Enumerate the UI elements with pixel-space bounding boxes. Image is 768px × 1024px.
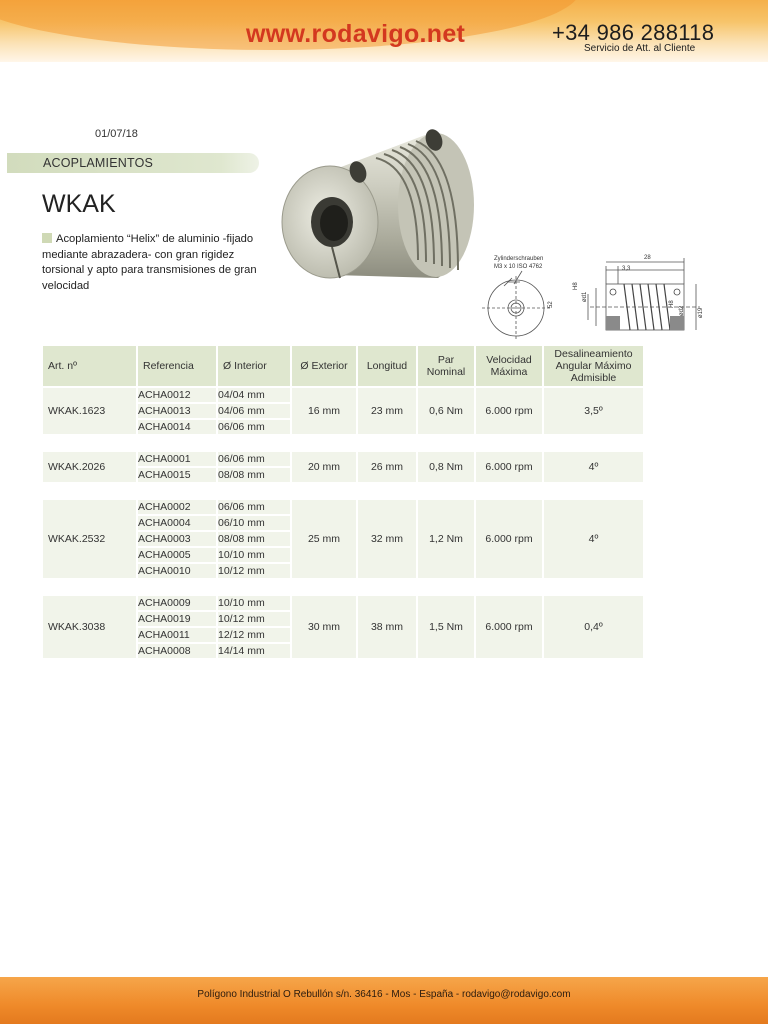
phone-number: +34 986 288118 bbox=[552, 20, 715, 45]
cell-interiores bbox=[218, 452, 290, 482]
cell-referencias bbox=[138, 500, 216, 578]
description-text: Acoplamiento “Helix” de aluminio -fijado mediante abrazadera- con gran rigidez torsional y apto para transmisiones de gran velocidad bbox=[42, 233, 257, 292]
drawing-dim-28: 28 bbox=[644, 255, 651, 261]
table-group bbox=[43, 596, 629, 658]
referencia-value: ACHA0002 bbox=[138, 500, 216, 514]
header-des-line1: Desalineamiento bbox=[554, 348, 633, 360]
table-group bbox=[43, 500, 629, 578]
cell-longitud: 32 mm bbox=[358, 500, 416, 578]
referencia-value: ACHA0014 bbox=[138, 420, 216, 434]
cell-interiores bbox=[218, 500, 290, 578]
page-footer bbox=[0, 977, 768, 1024]
cell-par: 1,2 Nm bbox=[418, 500, 474, 578]
drawing-dim-d1: ød1 bbox=[582, 291, 588, 302]
header-desalineamiento bbox=[544, 346, 643, 386]
header-par-line2: Nominal bbox=[426, 366, 466, 378]
green-square-bullet-icon bbox=[42, 233, 52, 243]
cell-interiores bbox=[218, 388, 290, 434]
product-table bbox=[43, 346, 633, 658]
header-exterior: Ø Exterior bbox=[292, 346, 356, 386]
referencia-value: ACHA0012 bbox=[138, 388, 216, 402]
cell-longitud: 26 mm bbox=[358, 452, 416, 482]
referencia-value: ACHA0005 bbox=[138, 548, 216, 562]
drawing-dim-52: 52 bbox=[548, 301, 554, 308]
referencia-value: ACHA0009 bbox=[138, 596, 216, 610]
header-interior: Ø Interior bbox=[218, 346, 290, 386]
cell-par: 1,5 Nm bbox=[418, 596, 474, 658]
table-header bbox=[43, 346, 633, 386]
table-row bbox=[43, 500, 629, 578]
header-vel-line2: Máxima bbox=[490, 366, 528, 378]
interior-value: 10/10 mm bbox=[218, 548, 290, 562]
table-row bbox=[43, 596, 629, 658]
drawing-dim-3-3: 3,3 bbox=[622, 266, 631, 272]
page-header bbox=[0, 0, 768, 62]
interior-value: 04/04 mm bbox=[218, 388, 290, 402]
cell-desalineamiento: 0,4º bbox=[544, 596, 643, 658]
cell-longitud: 23 mm bbox=[358, 388, 416, 434]
table-group bbox=[43, 452, 629, 482]
product-title: WKAK bbox=[42, 190, 116, 218]
cell-exterior: 25 mm bbox=[292, 500, 356, 578]
cell-velocidad: 6.000 rpm bbox=[476, 452, 542, 482]
cell-exterior: 16 mm bbox=[292, 388, 356, 434]
referencia-value: ACHA0019 bbox=[138, 612, 216, 626]
cell-par: 0,8 Nm bbox=[418, 452, 474, 482]
drawing-dim-19: ø19 bbox=[698, 307, 704, 318]
cell-velocidad: 6.000 rpm bbox=[476, 500, 542, 578]
referencia-value: ACHA0001 bbox=[138, 452, 216, 466]
referencia-value: ACHA0004 bbox=[138, 516, 216, 530]
interior-value: 06/06 mm bbox=[218, 500, 290, 514]
referencia-value: ACHA0015 bbox=[138, 468, 216, 482]
interior-value: 12/12 mm bbox=[218, 628, 290, 642]
document-date: 01/07/18 bbox=[95, 128, 138, 140]
referencia-value: ACHA0011 bbox=[138, 628, 216, 642]
header-art: Art. nº bbox=[43, 346, 136, 386]
cell-par: 0,6 Nm bbox=[418, 388, 474, 434]
cell-desalineamiento: 4º bbox=[544, 500, 643, 578]
cell-exterior: 30 mm bbox=[292, 596, 356, 658]
interior-value: 06/06 mm bbox=[218, 452, 290, 466]
header-des-line2: Angular Máximo bbox=[555, 360, 632, 372]
drawing-dim-d2: ød2 bbox=[679, 305, 685, 316]
cell-referencias bbox=[138, 388, 216, 434]
drawing-dim-h-top: H8 bbox=[573, 282, 579, 290]
interior-value: 14/14 mm bbox=[218, 644, 290, 658]
footer-address: Polígono Industrial O Rebullón s/n. 36416 - Mos - España - rodavigo@rodavigo.com bbox=[197, 989, 571, 1000]
cell-referencias bbox=[138, 452, 216, 482]
drawing-dim-h-bot: H8 bbox=[669, 300, 675, 308]
technical-drawing bbox=[478, 248, 718, 343]
header-des-line3: Admisible bbox=[570, 372, 617, 384]
referencia-value: ACHA0003 bbox=[138, 532, 216, 546]
header-velocidad bbox=[476, 346, 542, 386]
drawing-screw-label-2: M3 x 10 ISO 4762 bbox=[494, 264, 543, 270]
cell-art: WKAK.2026 bbox=[43, 452, 136, 482]
header-referencia: Referencia bbox=[138, 346, 216, 386]
website-url[interactable]: www.rodavigo.net bbox=[246, 20, 466, 48]
interior-value: 06/10 mm bbox=[218, 516, 290, 530]
header-par-line1: Par bbox=[437, 354, 455, 366]
cell-desalineamiento: 3,5º bbox=[544, 388, 643, 434]
helix-coupling-image bbox=[268, 110, 503, 310]
interior-value: 10/10 mm bbox=[218, 596, 290, 610]
referencia-value: ACHA0008 bbox=[138, 644, 216, 658]
interior-value: 06/06 mm bbox=[218, 420, 290, 434]
interior-value: 04/06 mm bbox=[218, 404, 290, 418]
cell-art: WKAK.1623 bbox=[43, 388, 136, 434]
product-description bbox=[42, 232, 272, 294]
cell-art: WKAK.2532 bbox=[43, 500, 136, 578]
service-label: Servicio de Att. al Cliente bbox=[584, 43, 696, 54]
cell-art: WKAK.3038 bbox=[43, 596, 136, 658]
cell-referencias bbox=[138, 596, 216, 658]
interior-value: 08/08 mm bbox=[218, 468, 290, 482]
cell-interiores bbox=[218, 596, 290, 658]
cell-longitud: 38 mm bbox=[358, 596, 416, 658]
referencia-value: ACHA0013 bbox=[138, 404, 216, 418]
table-row bbox=[43, 452, 629, 482]
cell-velocidad: 6.000 rpm bbox=[476, 596, 542, 658]
cell-velocidad: 6.000 rpm bbox=[476, 388, 542, 434]
referencia-value: ACHA0010 bbox=[138, 564, 216, 578]
table-row bbox=[43, 388, 629, 434]
header-par bbox=[418, 346, 474, 386]
interior-value: 08/08 mm bbox=[218, 532, 290, 546]
cell-desalineamiento: 4º bbox=[544, 452, 643, 482]
cell-exterior: 20 mm bbox=[292, 452, 356, 482]
category-label: ACOPLAMIENTOS bbox=[43, 156, 154, 170]
table-group bbox=[43, 388, 629, 434]
header-vel-line1: Velocidad bbox=[486, 354, 532, 366]
header-longitud: Longitud bbox=[358, 346, 416, 386]
interior-value: 10/12 mm bbox=[218, 564, 290, 578]
category-bar bbox=[7, 153, 259, 173]
interior-value: 10/12 mm bbox=[218, 612, 290, 626]
drawing-screw-label-1: Zylinderschrauben bbox=[494, 256, 544, 262]
